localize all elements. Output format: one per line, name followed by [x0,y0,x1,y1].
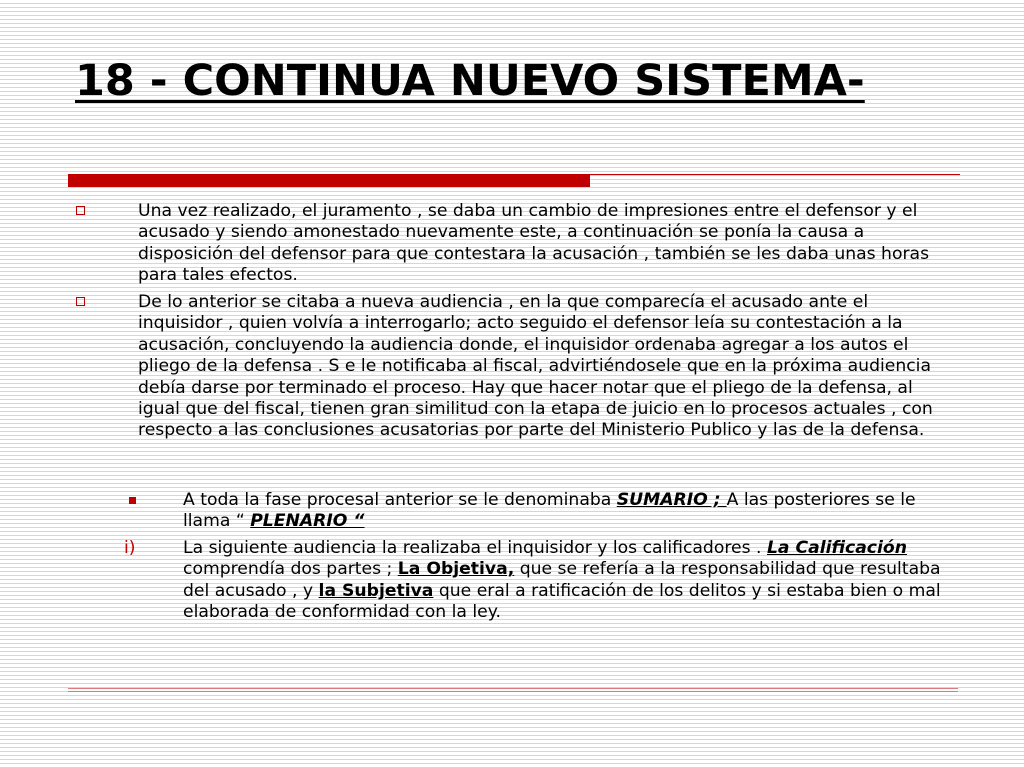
hollow-square-bullet-icon [76,206,85,215]
sub-bullet-text: A las posteriores se le llama “ [183,490,916,532]
sub-bullet-text: A toda la fase procesal anterior se le denominaba [183,490,617,510]
keyword-subjetiva: la Subjetiva [318,580,434,601]
keyword-sumario: SUMARIO ; [616,490,727,510]
slide-title: 18 - CONTINUA NUEVO SISTEMA- [75,56,865,106]
footer-rule-line [68,691,958,692]
bullet-paragraph-1: Una vez realizado, el juramento , se daba un cambio de impresiones entre el defensor y el acusado y siendo amonestado nuevamente este, a continuación se ponía la causa a disposición del defensor para que contestara la acusación , también se les daba unas horas para tales efectos. [138,201,930,286]
keyword-objetiva: La Objetiva, [397,559,515,580]
sub-bullet-text: La siguiente audiencia la realizaba el inquisidor y los calificadores . [183,538,767,558]
sub-bullet-text: que se refería a la responsabilidad que resultaba del acusado , y [183,559,941,601]
sub-bullet-calificacion [183,538,948,624]
solid-square-bullet-icon [129,497,136,504]
hollow-square-bullet-icon [76,297,85,306]
sub-bullet-text: que eral a ratificación de los delitos y si estaba bien o mal elaborada de conformidad con la ley. [183,580,941,623]
footer-rule-line [68,688,958,689]
roman-numeral-marker: i) [124,538,136,558]
bullet-paragraph-2: De lo anterior se citaba a nueva audiencia , en la que comparecía el acusado ante el inquisidor , quien volvía a interrogarlo; acto seguido el defensor leía su contestación a la acusación, concluyendo la audiencia donde, el inquisidor ordenaba agregar a los autos el pliego de la defensa . S e le notificaba al fiscal, advirtiéndosele que en la próxima audiencia debía darse por terminado el proceso. Hay que hacer notar que el pliego de la defensa, al igual que del fiscal, tienen gran similitud con la etapa de juicio en lo procesos actuales , con respecto a las conclusiones acusatorias por parte del Ministerio Publico y las de la defensa. [138,292,933,441]
title-rule-thick-bar [68,175,590,187]
title-rule [68,174,960,187]
keyword-calificacion: La Calificación [766,538,907,558]
keyword-plenario: PLENARIO “ [250,511,365,532]
sub-bullet-sumario [183,490,948,533]
footer-rule [68,688,958,692]
sub-bullet-text: comprendía dos partes ; [183,559,398,580]
